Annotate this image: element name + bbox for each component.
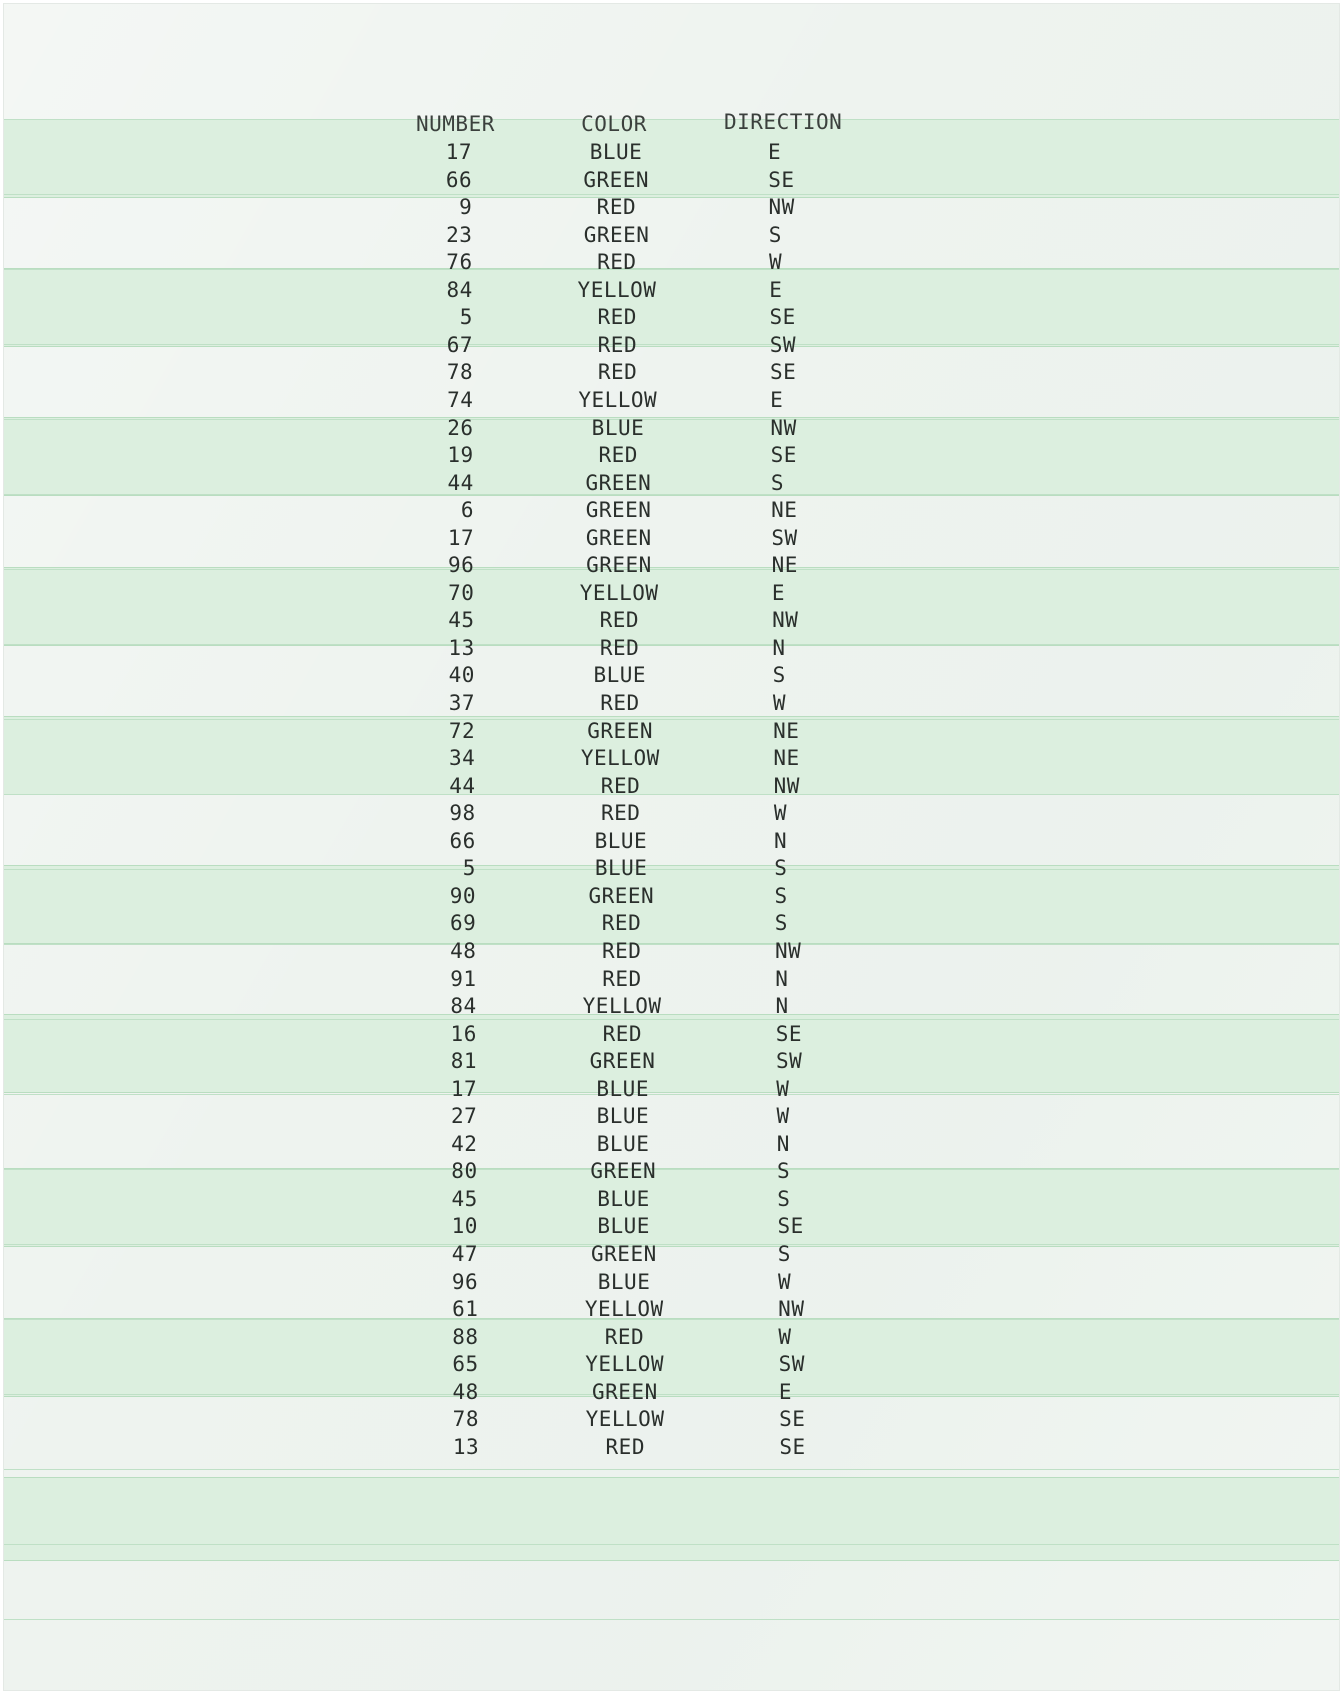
cell-number: 17 [450, 1076, 478, 1101]
cell-direction: NW [768, 195, 795, 220]
cell-number: 23 [446, 222, 473, 247]
cell-number: 37 [448, 691, 476, 715]
cell-number: 90 [449, 883, 477, 908]
cell-number: 45 [451, 1186, 478, 1211]
cell-number: 9 [459, 195, 473, 220]
cell-color: YELLOW [578, 387, 658, 412]
cell-color: GREEN [583, 222, 650, 247]
cell-color: RED [599, 635, 640, 660]
cell-number: 70 [448, 580, 475, 605]
cell-color: BLUE [594, 856, 648, 881]
cell-direction: W [776, 1104, 790, 1129]
cell-number: 78 [452, 1407, 479, 1432]
cell-number: 88 [452, 1324, 479, 1349]
cell-direction: W [772, 691, 786, 715]
cell-color: YELLOW [577, 277, 657, 302]
cell-direction: SW [769, 332, 796, 357]
cell-direction: NE [771, 553, 798, 578]
cell-direction: SE [777, 1214, 804, 1239]
cell-direction: E [769, 277, 783, 302]
cell-direction: W [778, 1324, 792, 1349]
cell-number: 96 [451, 1269, 479, 1294]
cell-number: 27 [451, 1104, 478, 1129]
cell-direction: E [771, 580, 786, 605]
cell-number: 34 [449, 746, 476, 771]
cell-color: BLUE [591, 415, 645, 440]
cell-color: RED [600, 773, 641, 798]
cell-number: 6 [460, 498, 474, 523]
cell-color: RED [605, 1434, 645, 1459]
cell-number: 42 [451, 1131, 478, 1156]
cell-number: 65 [452, 1352, 479, 1377]
cell-direction: NW [773, 773, 800, 798]
cell-number: 13 [448, 635, 475, 660]
cell-direction: N [774, 828, 788, 853]
cell-color: RED [602, 966, 642, 991]
cell-direction: NW [775, 938, 802, 963]
cell-direction: SE [769, 305, 796, 330]
cell-direction: SE [768, 167, 795, 192]
cell-color: BLUE [596, 1131, 650, 1156]
cell-number: 44 [447, 470, 474, 495]
cell-color: GREEN [588, 883, 655, 908]
cell-number: 72 [448, 718, 476, 743]
cell-direction: E [770, 387, 784, 412]
cell-color: RED [597, 305, 637, 330]
cell-number: 47 [451, 1242, 479, 1266]
cell-number: 74 [447, 387, 474, 412]
cell-direction: SW [771, 525, 798, 550]
cell-color: RED [599, 608, 640, 633]
cell-number: 10 [451, 1214, 478, 1239]
cell-color: RED [597, 360, 638, 385]
cell-number: 76 [446, 250, 473, 275]
cell-direction: W [777, 1269, 792, 1294]
cell-direction: NE [773, 718, 800, 743]
cell-number: 98 [449, 801, 476, 826]
cell-direction: N [776, 1131, 790, 1156]
cell-number: 66 [445, 167, 473, 192]
cell-direction: SE [779, 1434, 806, 1459]
cell-color: BLUE [596, 1104, 650, 1129]
cell-color: GREEN [592, 1379, 658, 1404]
cell-color: BLUE [597, 1269, 651, 1294]
cell-number: 40 [448, 663, 475, 688]
header-number: NUMBER [416, 112, 495, 136]
cell-color: RED [602, 1021, 643, 1046]
cell-color: BLUE [596, 1076, 649, 1101]
cell-number: 84 [446, 277, 473, 302]
cell-color: YELLOW [585, 1407, 665, 1432]
cell-direction: S [777, 1242, 791, 1266]
cell-number: 5 [459, 305, 473, 330]
cell-number: 48 [452, 1379, 479, 1404]
cell-direction: NE [771, 498, 798, 523]
cell-direction: SE [775, 1021, 803, 1046]
cell-direction: S [774, 856, 788, 881]
cell-color: GREEN [591, 1242, 657, 1266]
cell-number: 81 [450, 1049, 477, 1074]
cell-direction: S [774, 883, 788, 908]
cell-direction: NW [770, 415, 797, 440]
cell-direction: N [775, 994, 789, 1019]
header-color: COLOR [581, 112, 647, 136]
cell-color: RED [600, 691, 640, 715]
cell-color: GREEN [585, 525, 652, 550]
cell-direction: W [773, 801, 787, 826]
cell-color: BLUE [597, 1186, 650, 1211]
cell-color: YELLOW [579, 580, 659, 605]
cell-number: 48 [450, 938, 477, 963]
cell-color: GREEN [585, 498, 652, 523]
cell-color: RED [604, 1324, 645, 1349]
cell-direction: S [768, 222, 782, 247]
cell-number: 61 [452, 1297, 479, 1322]
cell-color: RED [596, 195, 637, 220]
cell-number: 80 [451, 1159, 478, 1184]
cell-direction: E [768, 140, 782, 164]
cell-direction: S [772, 663, 786, 688]
cell-color: GREEN [587, 718, 653, 743]
data-table [4, 4, 1339, 1690]
cell-number: 5 [462, 856, 476, 881]
cell-number: 67 [446, 332, 474, 357]
cell-color: GREEN [589, 1049, 656, 1074]
cell-color: RED [601, 911, 642, 936]
cell-color: RED [598, 443, 638, 468]
cell-color: YELLOW [585, 1352, 665, 1377]
cell-direction: W [768, 250, 783, 275]
cell-number: 19 [447, 443, 474, 468]
cell-direction: SE [779, 1407, 806, 1432]
cell-color: YELLOW [584, 1297, 664, 1322]
cell-color: BLUE [593, 663, 647, 688]
cell-color: BLUE [594, 828, 648, 853]
cell-color: BLUE [597, 1214, 650, 1239]
cell-direction: NW [778, 1297, 805, 1322]
cell-number: 66 [449, 828, 476, 853]
cell-direction: S [770, 470, 785, 495]
cell-direction: NW [772, 608, 799, 633]
cell-direction: N [772, 635, 786, 660]
cell-color: RED [601, 938, 642, 963]
cell-color: YELLOW [582, 994, 662, 1019]
cell-color: RED [597, 250, 637, 275]
cell-number: 96 [447, 553, 475, 578]
cell-color: BLUE [589, 140, 643, 164]
cell-number: 69 [449, 911, 477, 936]
cell-number: 13 [452, 1434, 480, 1459]
cell-number: 45 [448, 608, 475, 633]
cell-direction: N [775, 966, 789, 991]
cell-number: 78 [446, 360, 474, 385]
cell-number: 26 [447, 415, 474, 440]
cell-direction: W [776, 1076, 790, 1101]
cell-number: 44 [449, 773, 476, 798]
cell-color: RED [597, 332, 638, 357]
cell-color: YELLOW [580, 746, 660, 771]
cell-color: GREEN [583, 167, 650, 192]
cell-number: 84 [450, 994, 477, 1019]
cell-direction: SW [778, 1352, 805, 1377]
cell-direction: NE [773, 746, 800, 771]
cell-number: 17 [447, 525, 475, 550]
cell-color: GREEN [585, 470, 652, 495]
cell-number: 17 [445, 140, 472, 164]
cell-direction: SE [769, 360, 797, 385]
cell-number: 91 [450, 966, 477, 991]
cell-number: 16 [450, 1021, 477, 1046]
cell-direction: E [778, 1379, 793, 1404]
cell-direction: SE [770, 443, 797, 468]
cell-direction: S [776, 1159, 791, 1184]
cell-color: GREEN [586, 553, 652, 578]
cell-color: GREEN [590, 1159, 657, 1184]
printout-sheet [4, 4, 1339, 1690]
cell-direction: S [777, 1186, 791, 1211]
header-direction: DIRECTION [724, 110, 843, 134]
cell-direction: S [774, 911, 788, 936]
cell-direction: SW [776, 1049, 803, 1074]
cell-color: RED [601, 801, 641, 826]
